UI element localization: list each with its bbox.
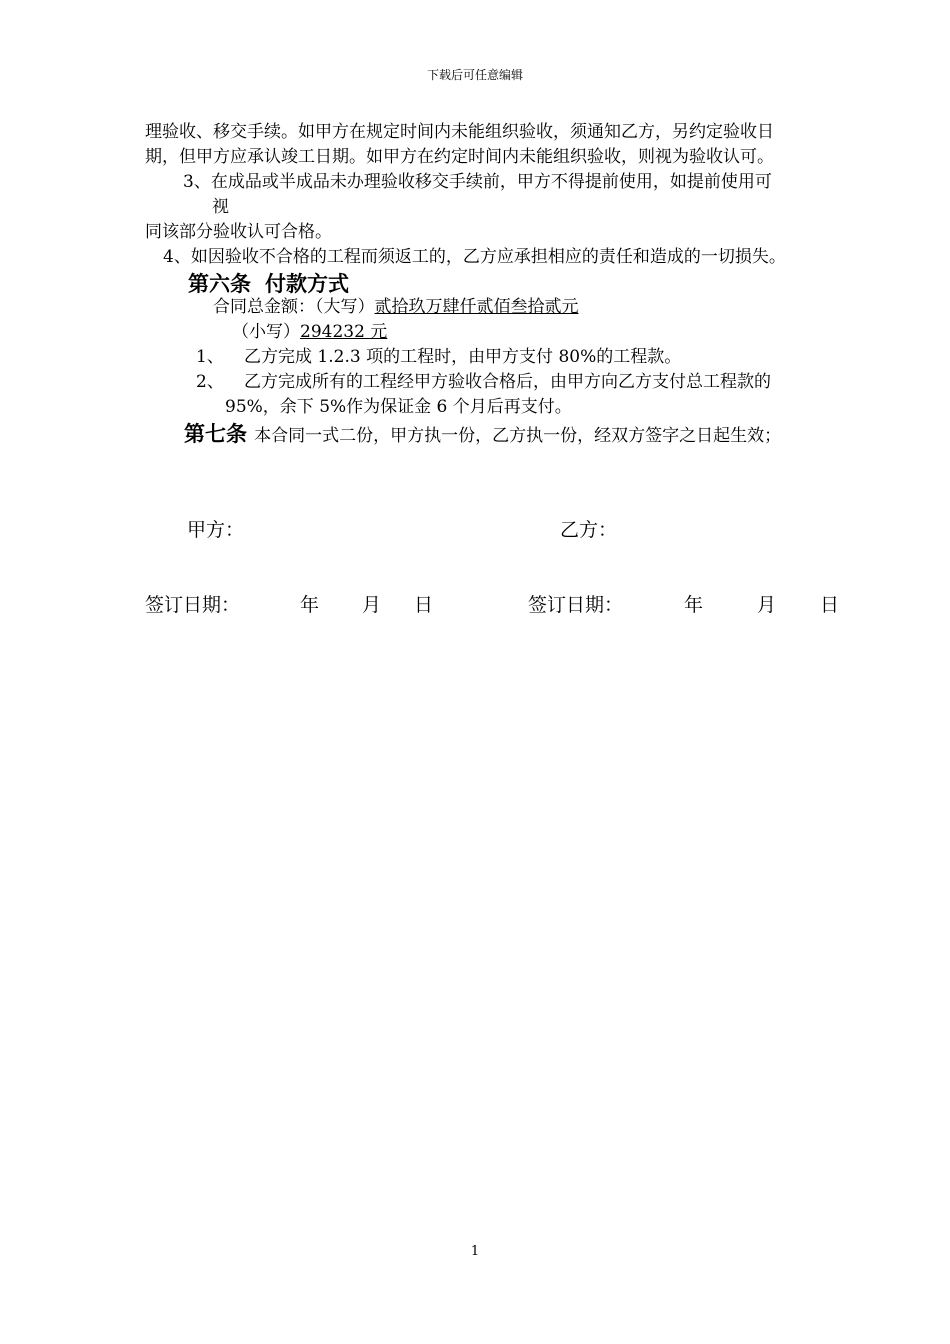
total-amount-small: 294232 元 xyxy=(300,322,388,342)
article-6-number: 第六条 xyxy=(188,272,251,296)
payment-item-number: 2、 xyxy=(196,372,224,392)
page-number: 1 xyxy=(470,1244,480,1259)
contract-total-small xyxy=(232,320,387,344)
page-header: 下载后可任意编辑 xyxy=(426,68,523,82)
month-label-b: 月 xyxy=(757,594,777,616)
year-label-b: 年 xyxy=(684,594,704,616)
clause-4: 4、如因验收不合格的工程而须返工的，乙方应承担相应的责任和造成的一切损失。 xyxy=(163,247,786,267)
day-label-b: 日 xyxy=(820,594,840,616)
payment-item-text: 乙方完成所有的工程经甲方验收合格后，由甲方向乙方支付总工程款的 xyxy=(244,372,771,392)
article-7-number: 第七条 xyxy=(184,422,247,446)
party-b-label: 乙方： xyxy=(560,519,618,541)
small-label: （小写） xyxy=(232,322,300,342)
total-amount-upper: 贰拾玖万肆仟贰佰叁拾贰元 xyxy=(374,297,579,317)
month-label-a: 月 xyxy=(362,594,382,616)
article-6-title: 付款方式 xyxy=(265,272,349,296)
contract-total-upper xyxy=(213,295,579,319)
payment-item-number: 1、 xyxy=(196,347,224,367)
paragraph-line: 期，但甲方应承认竣工日期。如甲方在约定时间内未能组织验收，则视为验收认可。 xyxy=(145,147,774,167)
article-7 xyxy=(184,418,781,448)
total-label: 合同总金额：（大写） xyxy=(213,297,375,317)
clause-3: 3、在成品或半成品未办理验收移交手续前，甲方不得提前使用，如提前使用可 xyxy=(183,172,772,192)
payment-item-continuation: 95%，余下 5%作为保证金 6 个月后再支付。 xyxy=(225,397,572,417)
article-6-heading xyxy=(188,268,349,298)
paragraph-line: 理验收、移交手续。如甲方在规定时间内未能组织验收，须通知乙方，另约定验收日 xyxy=(145,122,774,142)
year-label-a: 年 xyxy=(300,594,320,616)
signing-date-label-a: 签订日期： xyxy=(145,594,241,616)
signing-date-label-b: 签订日期： xyxy=(528,594,624,616)
party-a-label: 甲方： xyxy=(187,519,245,541)
clause-3-end: 同该部分验收认可合格。 xyxy=(145,222,332,242)
article-7-text: 本合同一式二份，甲方执一份，乙方执一份，经双方签字之日起生效； xyxy=(254,426,782,446)
payment-item-text: 乙方完成 1.2.3 项的工程时，由甲方支付 80%的工程款。 xyxy=(244,347,682,367)
clause-3-continuation: 视 xyxy=(212,197,229,217)
day-label-a: 日 xyxy=(414,594,434,616)
